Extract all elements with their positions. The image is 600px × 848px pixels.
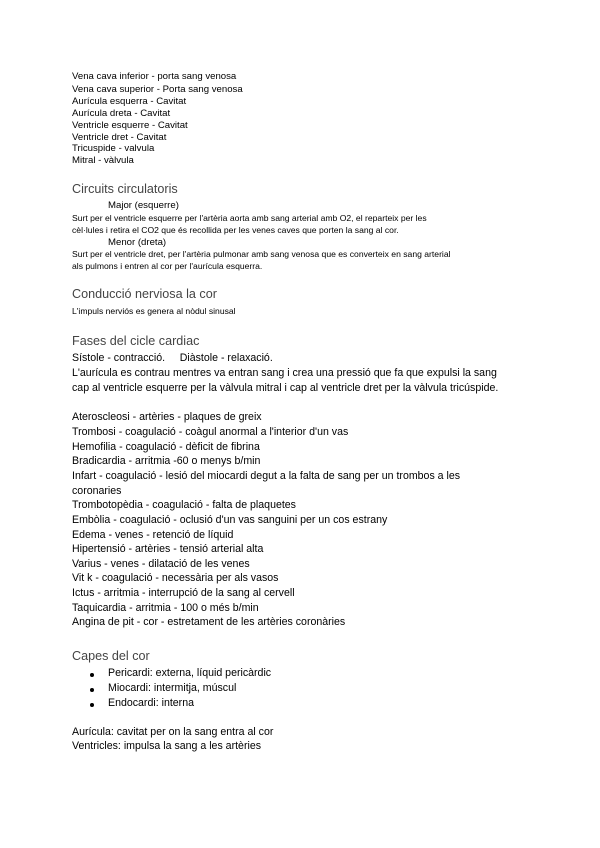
disease-line: Hemofilia - coagulació - dèficit de fibrina [72,441,260,453]
disease-line: Vit k - coagulació - necessària per als vasos [72,572,279,584]
anatomy-line: Vena cava superior - Porta sang venosa [72,84,243,95]
circuit-major-label: Major (esquerre) [108,200,179,211]
circuit-major-text: Surt per el ventricle esquerre per l'artèria aorta amb sang arterial amb O2, el reparteix per les [72,213,427,223]
anatomy-line: Aurícula dreta - Cavitat [72,108,171,119]
circuit-major-text: cèl·lules i retira el CO2 que és recollida per les venes caves que porten la sang al cor. [72,225,399,235]
conduccio-text: L'impuls nerviós es genera al nòdul sinusal [72,306,236,316]
disease-line: Trombosi - coagulació - coàgul anormal a l'interior d'un vas [72,426,349,438]
heading-fases: Fases del cicle cardiac [72,334,200,348]
capes-item: Endocardi: interna [108,697,194,709]
disease-line: Angina de pit - cor - estretament de les artèries coronàries [72,616,346,628]
bullet-icon [90,703,94,707]
disease-line: Bradicardia - arritmia -60 o menys b/min [72,455,261,467]
disease-line: Varius - venes - dilatació de les venes [72,558,250,570]
footer-line: Ventricles: impulsa la sang a les artèries [72,740,262,752]
disease-line: Ateroscleosi - artèries - plaques de greix [72,411,262,423]
disease-line: Trombotopèdia - coagulació - falta de plaquetes [72,499,296,511]
anatomy-line: Vena cava inferior - porta sang venosa [72,71,237,82]
disease-line: coronaries [72,485,122,497]
anatomy-line: Ventricle esquerre - Cavitat [72,120,188,131]
circuit-minor-text: Surt per el ventricle dret, per l'artèria pulmonar amb sang venosa que es converteix en sang arterial [72,249,451,259]
capes-item: Pericardi: externa, líquid pericàrdic [108,667,272,679]
heading-capes: Capes del cor [72,649,150,663]
fases-line: Sístole - contracció. Diàstole - relaxació. [72,352,273,364]
disease-line: Infart - coagulació - lesió del miocardi degut a la falta de sang per un trombos a les [72,470,461,482]
footer-line: Aurícula: cavitat per on la sang entra al cor [72,726,274,738]
disease-line: Edema - venes - retenció de líquid [72,529,234,541]
capes-item: Miocardi: intermitja, múscul [108,682,237,694]
anatomy-line: Ventricle dret - Cavitat [72,132,167,143]
anatomy-line: Aurícula esquerra - Cavitat [72,96,187,107]
fases-line: L'aurícula es contrau mentres va entran sang i crea una pressió que fa que expulsi la sang [72,367,497,379]
heading-conduccio: Conducció nerviosa la cor [72,287,217,301]
fases-line: cap al ventricle esquerre per la vàlvula mitral i cap al ventricle dret per la vàlvula tricúspide. [72,382,499,394]
disease-line: Hipertensió - artèries - tensió arterial alta [72,543,264,555]
bullet-icon [90,688,94,692]
anatomy-line: Mitral - vàlvula [72,155,134,166]
disease-line: Ictus - arritmia - interrupció de la sang al cervell [72,587,295,599]
disease-line: Taquicardia - arritmia - 100 o més b/min [72,602,259,614]
circuit-minor-label: Menor (dreta) [108,237,167,248]
anatomy-line: Tricuspide - valvula [72,143,155,154]
heading-circuits: Circuits circulatoris [72,182,178,196]
circuit-minor-text: als pulmons i entren al cor per l'aurícula esquerra. [72,261,263,271]
disease-line: Embòlia - coagulació - oclusió d'un vas sanguini per un cos estrany [72,514,388,526]
bullet-icon [90,673,94,677]
